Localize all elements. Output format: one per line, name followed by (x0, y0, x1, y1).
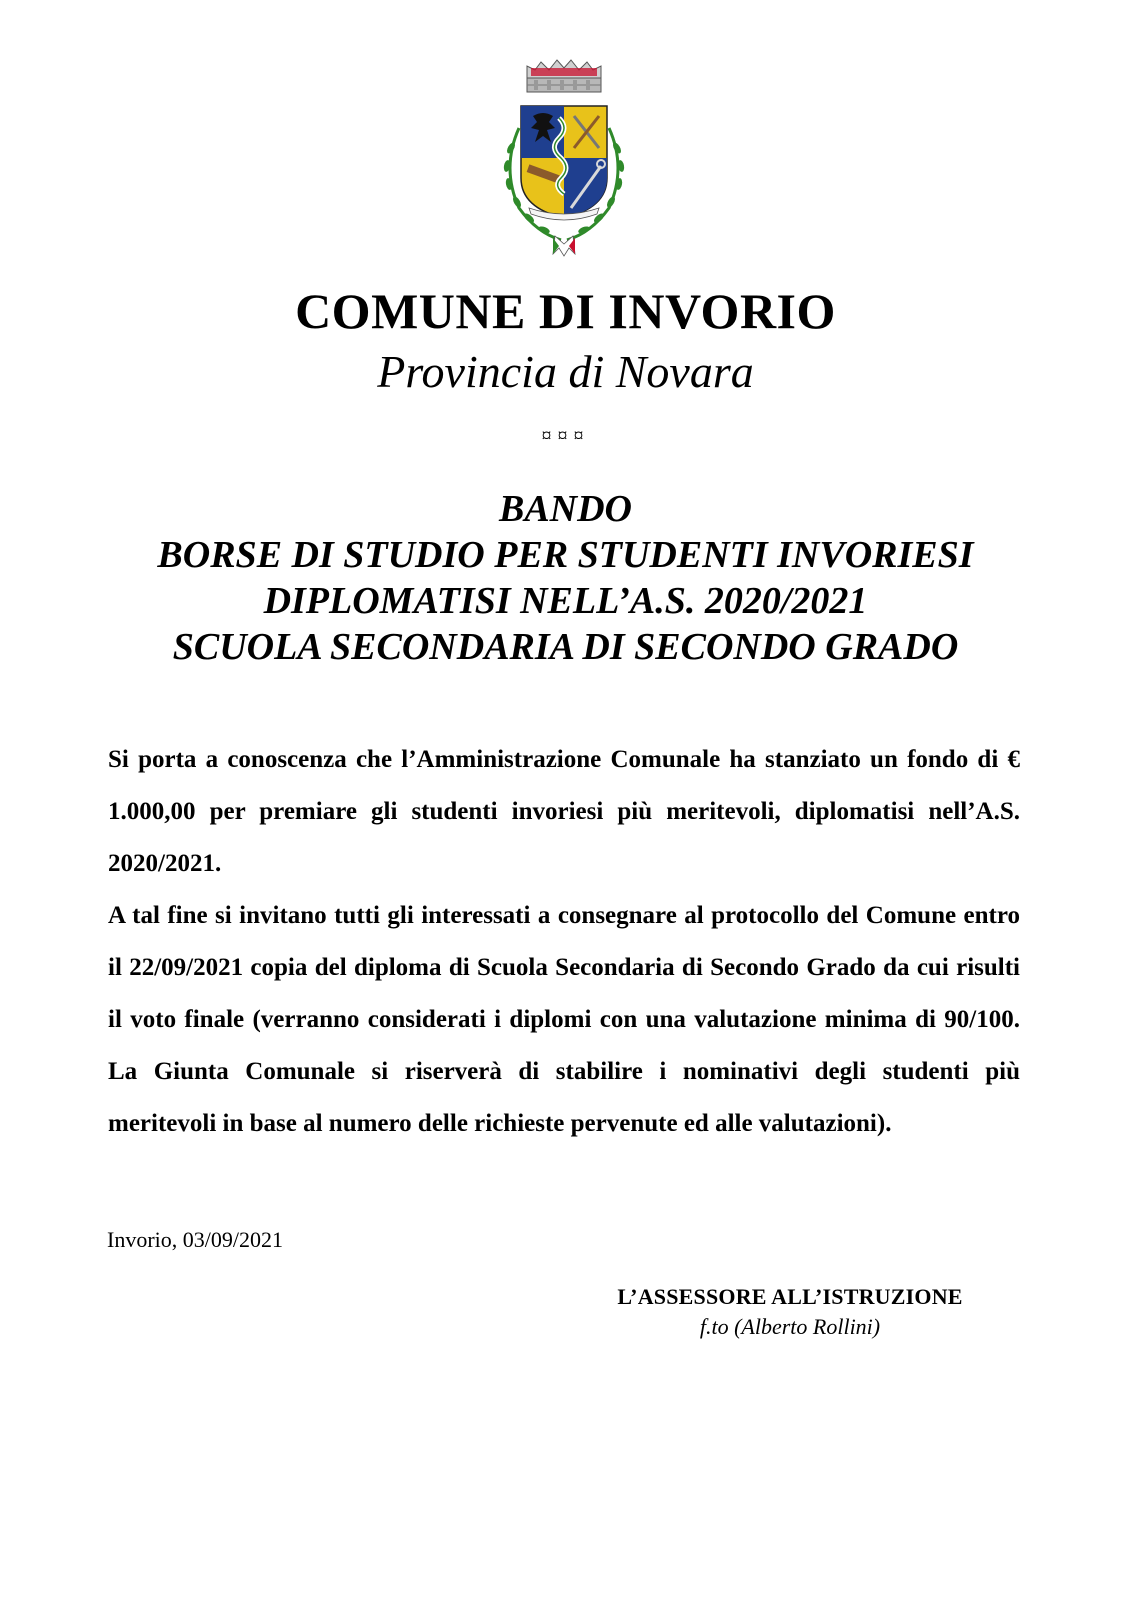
announcement-title-line: BANDO (498, 488, 633, 530)
body-paragraph: A tal fine si invitano tutti gli interessati a consegnare al protocollo del Comune entro il 22/09/2021 copia del diploma di Scuola Secondaria di Secondo Grado da cui risulti il voto finale (verranno considerati i diplomi con una valutazione minima di 90/100. La Giunta Comunale si riserverà di stabilire i nominativi degli studenti più meritevoli in base al numero delle richieste pervenute ed alle valutazioni). (108, 902, 1020, 1137)
announcement-body (108, 734, 1020, 1150)
signature-block (560, 1283, 1020, 1341)
municipal-coat-of-arms-icon (489, 58, 639, 258)
municipality-name: COMUNE DI INVORIO (295, 283, 836, 339)
crown-icon (527, 60, 601, 92)
announcement-title (0, 486, 1131, 670)
body-paragraph: Si porta a conoscenza che l’Amministrazione Comunale ha stanziato un fondo di € 1.000,00 per premiare gli studenti invoriesi più meritevoli, diplomatisi nell’A.S. 2020/2021. (108, 746, 1020, 877)
ornamental-separator: ¤¤¤ (541, 425, 590, 447)
announcement-title-line: BORSE DI STUDIO PER STUDENTI INVORIESI (157, 534, 974, 576)
announcement-title-line: SCUOLA SECONDARIA DI SECONDO GRADO (172, 626, 959, 668)
place-and-date: Invorio, 03/09/2021 (107, 1227, 283, 1252)
signer-role: L’ASSESSORE ALL’ISTRUZIONE (617, 1284, 963, 1309)
announcement-title-line: DIPLOMATISI NELL’A.S. 2020/2021 (263, 580, 868, 622)
province-name: Provincia di Novara (377, 346, 754, 397)
tricolour-ribbon-icon (553, 236, 575, 256)
signer-name: f.to (Alberto Rollini) (699, 1314, 881, 1339)
shield-icon (521, 106, 607, 218)
